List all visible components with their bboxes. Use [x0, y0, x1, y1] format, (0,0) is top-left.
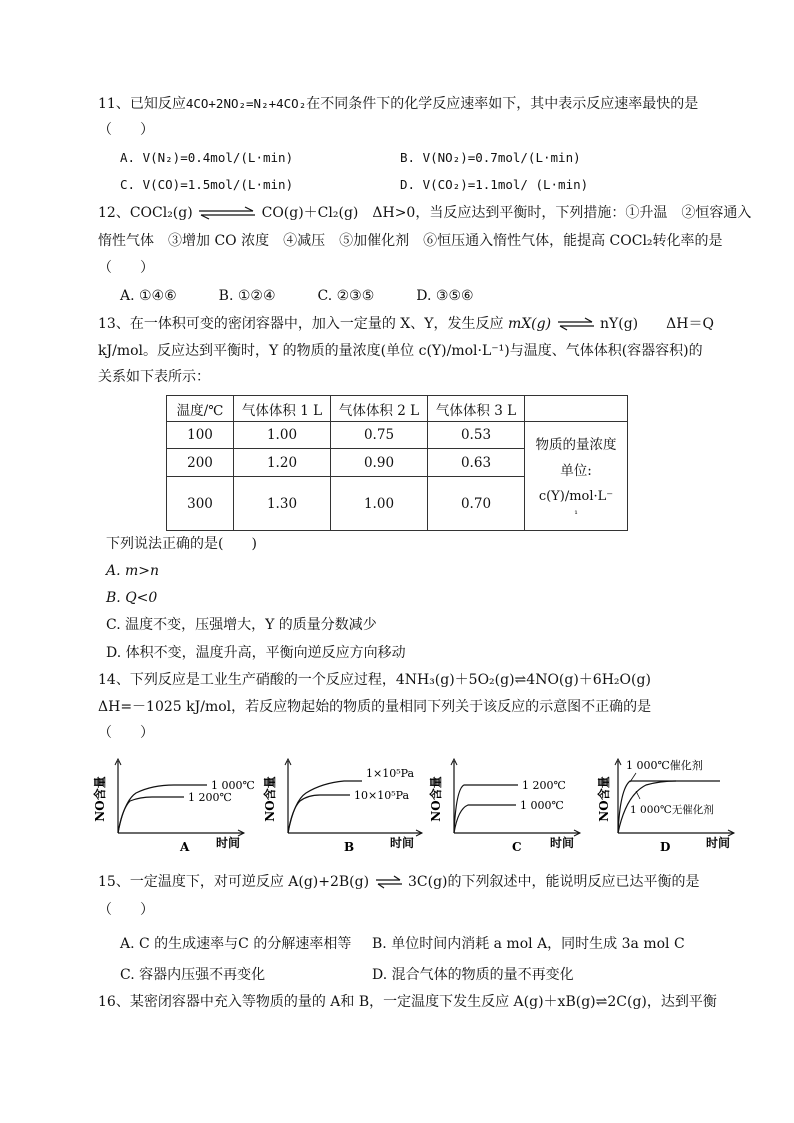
q12-line2: 惰性气体 ③增加 CO 浓度 ④减压 ⑤加催化剂 ⑥恒压通入惰性气体，能提高 COCl₂转化率的是: [98, 233, 723, 249]
q11-option-c: C. V(CO)=1.5mol/(L·min): [120, 177, 294, 192]
q15-option-b: B. 单位时间内消耗 a mol A，同时生成 3a mol C: [372, 936, 685, 952]
q11-option-a: A. V(N₂)=0.4mol/(L·min): [120, 150, 294, 165]
q13-data-table: [166, 395, 628, 531]
chart-letter: B: [344, 840, 355, 854]
q11-paren: （ ）: [98, 122, 154, 138]
curve-10e5: [288, 795, 350, 833]
table-cell: 0.75: [331, 422, 428, 449]
q11-equation: 4CO+2NO₂=N₂+4CO₂: [185, 96, 307, 111]
q14-chart-d: [596, 755, 742, 855]
q12-options: A. ①④⑥ B. ①②④ C. ②③⑤ D. ③⑤⑥: [120, 288, 474, 304]
curve-label: 1 200℃: [522, 779, 566, 792]
table-cell: 0.90: [331, 449, 428, 477]
table-cell: 0.63: [428, 449, 525, 477]
q15-option-c: C. 容器内压强不再变化: [120, 967, 266, 983]
q14-line2: ΔH=－1025 kJ/mol，若反应物起始的物质的量相同下列关于该反应的示意图不正确的是: [98, 699, 652, 715]
q13-stem: 13、在一体积可变的密闭容器中，加入一定量的 X、Y，发生反应 mX(g) nY(g) ΔH＝Q: [98, 316, 714, 332]
q11-option-b: B. V(NO₂)=0.7mol/(L·min): [400, 150, 581, 165]
y-axis-label: NO含量: [93, 776, 107, 822]
q15-option-d: D. 混合气体的物质的量不再变化: [372, 967, 574, 983]
curve-1000: [454, 805, 516, 833]
q14-paren: （ ）: [98, 725, 154, 741]
q15-option-a: A. C 的生成速率与C 的分解速率相等: [120, 936, 352, 952]
y-axis-label: NO含量: [263, 776, 277, 822]
curve-label: 10×10⁵Pa: [354, 789, 410, 802]
equilibrium-arrow-icon: [197, 207, 257, 219]
table-header: 气体体积 1 L: [234, 396, 331, 422]
table-cell: 200: [167, 449, 234, 477]
q13-question: 下列说法正确的是( ): [106, 536, 257, 552]
q13-option-a: A. m>n: [106, 563, 160, 579]
curve-1e5: [288, 781, 362, 833]
q14-chart-b: [262, 755, 428, 855]
curve-label: 1 000℃催化剂: [626, 759, 703, 772]
curve-label: 1 200℃: [188, 791, 232, 804]
q15-paren: （ ）: [98, 902, 154, 918]
table-cell: 300: [167, 477, 234, 531]
q13-option-d: D. 体积不变，温度升高，平衡向逆反应方向移动: [106, 645, 406, 661]
curve-label: 1 000℃: [211, 779, 255, 792]
q13-line3: 关系如下表所示：: [98, 369, 210, 385]
q13-option-b: B. Q<0: [106, 590, 158, 606]
curve-label: 1 000℃无催化剂: [630, 804, 714, 816]
table-header: 气体体积 3 L: [428, 396, 525, 422]
q16-stem: 16、某密闭容器中充入等物质的量的 A和 B，一定温度下发生反应 A(g)＋xB(g)⇌2C(g)，达到平衡: [98, 994, 717, 1010]
equilibrium-arrow-icon: [374, 876, 404, 888]
curve-1200: [454, 785, 518, 833]
x-axis-label: 时间: [550, 836, 575, 850]
curve-label: 1×10⁵Pa: [366, 767, 415, 780]
q12-stem: 12、COCl₂(g) CO(g)＋Cl₂(g) ΔH>0，当反应达到平衡时，下列措施：①升温 ②恒容通入: [98, 205, 752, 221]
curve-label: 1 000℃: [520, 799, 564, 812]
table-cell: 1.00: [234, 422, 331, 449]
table-cell: 100: [167, 422, 234, 449]
equilibrium-arrow-icon: [556, 318, 596, 330]
y-axis-label: NO含量: [597, 776, 611, 822]
table-header-empty: [525, 396, 628, 422]
q14-stem: 14、下列反应是工业生产硝酸的一个反应过程，4NH₃(g)＋5O₂(g)⇌4NO(g)＋6H₂O(g): [98, 672, 651, 688]
y-axis-label: NO含量: [429, 776, 443, 822]
q11-stem: 11、已知反应4CO+2NO₂=N₂+4CO₂在不同条件下的化学反应速率如下，其中表示反应速率最快的是: [98, 96, 699, 112]
table-cell: 0.53: [428, 422, 525, 449]
x-axis-label: 时间: [216, 836, 241, 850]
x-axis-label: 时间: [706, 836, 731, 850]
q14-chart-c: [428, 755, 586, 855]
q12-paren: （ ）: [98, 260, 154, 276]
table-cell: 1.00: [331, 477, 428, 531]
q14-chart-a: [92, 755, 255, 855]
table-cell: 1.20: [234, 449, 331, 477]
table-cell: 0.70: [428, 477, 525, 531]
table-unit-cell: 物质的量浓度 单位: c(Y)/mol·L⁻ ¹: [525, 422, 628, 531]
table-cell: 1.30: [234, 477, 331, 531]
q13-line2: kJ/mol。反应达到平衡时，Y 的物质的量浓度(单位 c(Y)/mol·L⁻¹)与温度、气体体积(容器容积)的: [98, 343, 703, 359]
chart-letter: A: [180, 840, 190, 854]
table-header: 温度/℃: [167, 396, 234, 422]
table-header: 气体体积 2 L: [331, 396, 428, 422]
q13-option-c: C. 温度不变，压强增大，Y 的质量分数减少: [106, 617, 377, 633]
x-axis-label: 时间: [390, 836, 415, 850]
q15-stem: 15、一定温度下，对可逆反应 A(g)+2B(g) 3C(g)的下列叙述中，能说明反应已达平衡的是: [98, 874, 700, 890]
chart-letter: C: [512, 840, 522, 854]
q11-option-d: D. V(CO₂)=1.1mol/ (L·min): [400, 177, 589, 192]
chart-letter: D: [660, 840, 671, 854]
